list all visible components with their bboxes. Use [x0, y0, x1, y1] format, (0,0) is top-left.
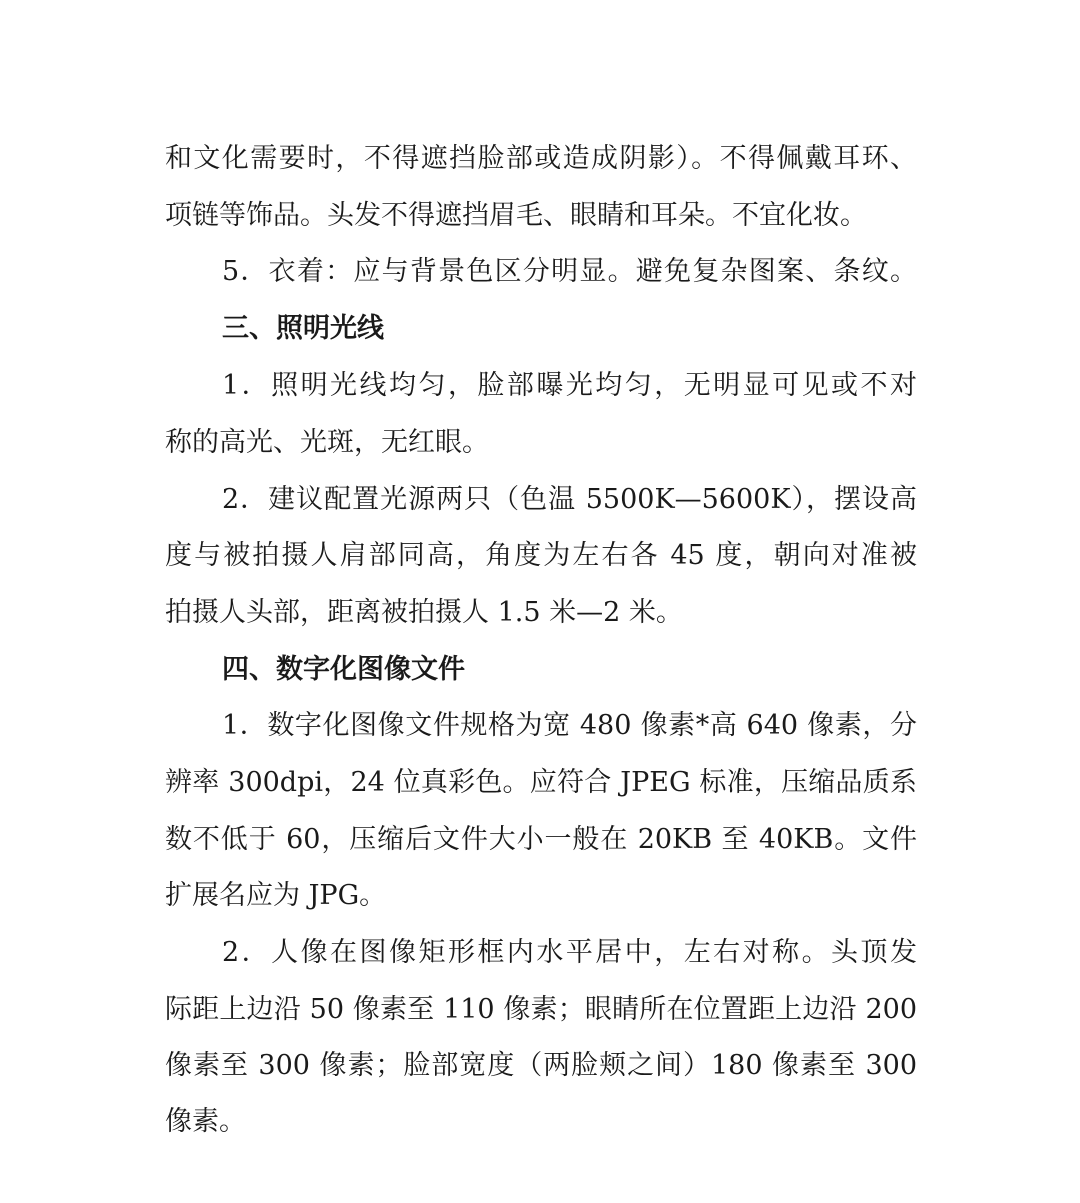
line-text: 5．衣着：应与背景色区分明显。避免复杂图案、条纹。	[222, 256, 917, 287]
line-text: 扩展名应为 JPG。	[165, 880, 387, 911]
line-text: 项链等饰品。头发不得遮挡眉毛、眼睛和耳朵。不宜化妆。	[165, 200, 867, 231]
line-text: 2．建议配置光源两只（色温 5500K—5600K），摆设高	[222, 484, 917, 515]
line-text: 1．照明光线均匀，脸部曝光均匀，无明显可见或不对	[222, 370, 917, 401]
section-heading	[0, 309, 1080, 349]
paragraph-line	[0, 139, 1080, 179]
paragraph-line	[0, 820, 1080, 860]
line-text: 像素。	[165, 1106, 246, 1137]
line-text: 拍摄人头部，距离被拍摄人 1.5 米—2 米。	[165, 597, 683, 628]
line-text: 称的高光、光斑，无红眼。	[165, 427, 489, 458]
paragraph-line	[0, 1046, 1080, 1086]
paragraph-line	[0, 763, 1080, 803]
paragraph-line	[0, 1102, 1080, 1142]
paragraph-line	[0, 593, 1080, 633]
paragraph-line	[0, 196, 1080, 236]
line-text: 像素至 300 像素；脸部宽度（两脸颊之间）180 像素至 300	[165, 1050, 917, 1081]
paragraph-line	[0, 252, 1080, 292]
paragraph-line	[0, 706, 1080, 746]
line-text: 1．数字化图像文件规格为宽 480 像素*高 640 像素，分	[222, 710, 917, 741]
line-text: 数不低于 60，压缩后文件大小一般在 20KB 至 40KB。文件	[165, 824, 917, 855]
paragraph-line	[0, 480, 1080, 520]
paragraph-line	[0, 933, 1080, 973]
paragraph-line	[0, 423, 1080, 463]
line-text: 际距上边沿 50 像素至 110 像素；眼睛所在位置距上边沿 200	[165, 994, 917, 1025]
line-text: 和文化需要时，不得遮挡脸部或造成阴影）。不得佩戴耳环、	[165, 143, 917, 174]
line-text: 2．人像在图像矩形框内水平居中，左右对称。头顶发	[222, 937, 917, 968]
paragraph-line	[0, 990, 1080, 1030]
section-heading	[0, 650, 1080, 690]
heading-text: 四、数字化图像文件	[222, 654, 465, 685]
paragraph-line	[0, 536, 1080, 576]
line-text: 辨率 300dpi，24 位真彩色。应符合 JPEG 标准，压缩品质系	[165, 767, 917, 798]
paragraph-line	[0, 366, 1080, 406]
heading-text: 三、照明光线	[222, 313, 384, 344]
paragraph-line	[0, 876, 1080, 916]
line-text: 度与被拍摄人肩部同高，角度为左右各 45 度，朝向对准被	[165, 540, 917, 571]
